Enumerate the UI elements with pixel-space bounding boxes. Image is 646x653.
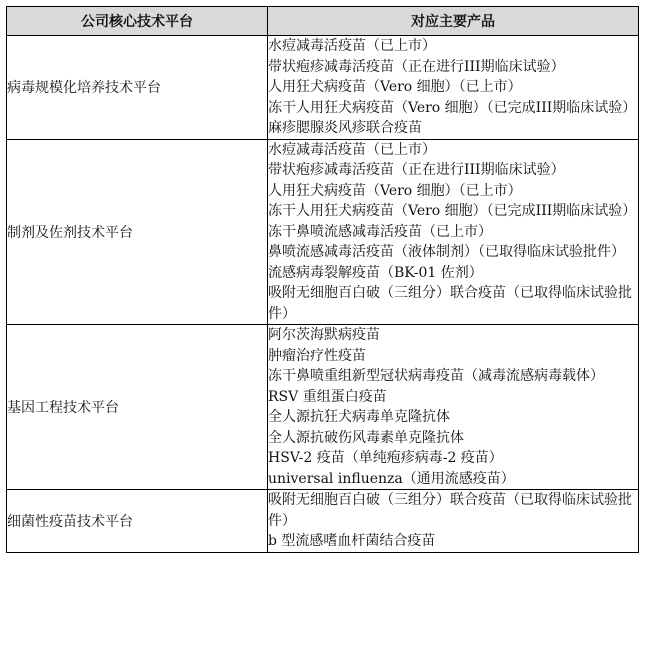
product-item: 人用狂犬病疫苗（Vero 细胞）（已上市） [268,79,522,95]
product-item: universal influenza（通用流感疫苗） [268,470,515,487]
product-item: 水痘减毒活疫苗（已上市） [268,141,436,158]
table-row [7,325,639,490]
product-item: 人用狂犬病疫苗（Vero 细胞）（已上市） [268,182,522,199]
platform-cell: 基因工程技术平台 [7,325,268,490]
products-cell [268,36,639,140]
products-cell [268,139,639,325]
table-header-row [7,7,639,36]
products-cell [268,325,639,490]
product-item: 冻干鼻喷流感减毒活疫苗（已上市） [268,223,492,240]
product-item: 水痘减毒活疫苗（已上市） [268,38,436,54]
platform-products-table [6,6,639,553]
platform-cell: 病毒规模化培养技术平台 [7,36,268,140]
product-item: 冻干鼻喷重组新型冠状病毒疫苗（减毒流感病毒载体） [268,368,604,384]
product-item: HSV-2 疫苗（单纯疱疹病毒-2 疫苗） [268,450,503,466]
product-item: RSV 重组蛋白疫苗 [268,388,387,405]
product-item: 肿瘤治疗性疫苗 [268,347,366,364]
table-row [7,36,639,140]
product-item: 冻干人用狂犬病疫苗（Vero 细胞）（已完成III期临床试验） [268,203,637,219]
platform-cell: 制剂及佐剂技术平台 [7,139,268,325]
products-cell [268,490,639,553]
product-item: 全人源抗破伤风毒素单克隆抗体 [268,429,464,446]
table-row [7,139,639,325]
product-item: 全人源抗狂犬病毒单克隆抗体 [268,409,450,425]
product-item: 吸附无细胞百白破（三组分）联合疫苗（已取得临床试验批件） [268,492,632,529]
product-item: 冻干人用狂犬病疫苗（Vero 细胞）（已完成III期临床试验） [268,99,637,116]
product-item: 鼻喷流感减毒活疫苗（液体制剂）（已取得临床试验批件） [268,244,625,260]
product-item: 阿尔茨海默病疫苗 [268,327,380,343]
product-item: 吸附无细胞百白破（三组分）联合疫苗（已取得临床试验批件） [268,285,632,322]
product-item: 麻疹腮腺炎风疹联合疫苗 [268,120,422,136]
product-item: 带状疱疹减毒活疫苗（正在进行III期临床试验） [268,58,565,75]
header-products: 对应主要产品 [268,7,639,36]
product-item: 带状疱疹减毒活疫苗（正在进行III期临床试验） [268,162,565,178]
product-item: b 型流感嗜血杆菌结合疫苗 [268,533,436,549]
platform-cell: 细菌性疫苗技术平台 [7,490,268,553]
product-item: 流感病毒裂解疫苗（BK-01 佐剂） [268,264,483,281]
table-row [7,490,639,553]
header-platform: 公司核心技术平台 [7,7,268,36]
